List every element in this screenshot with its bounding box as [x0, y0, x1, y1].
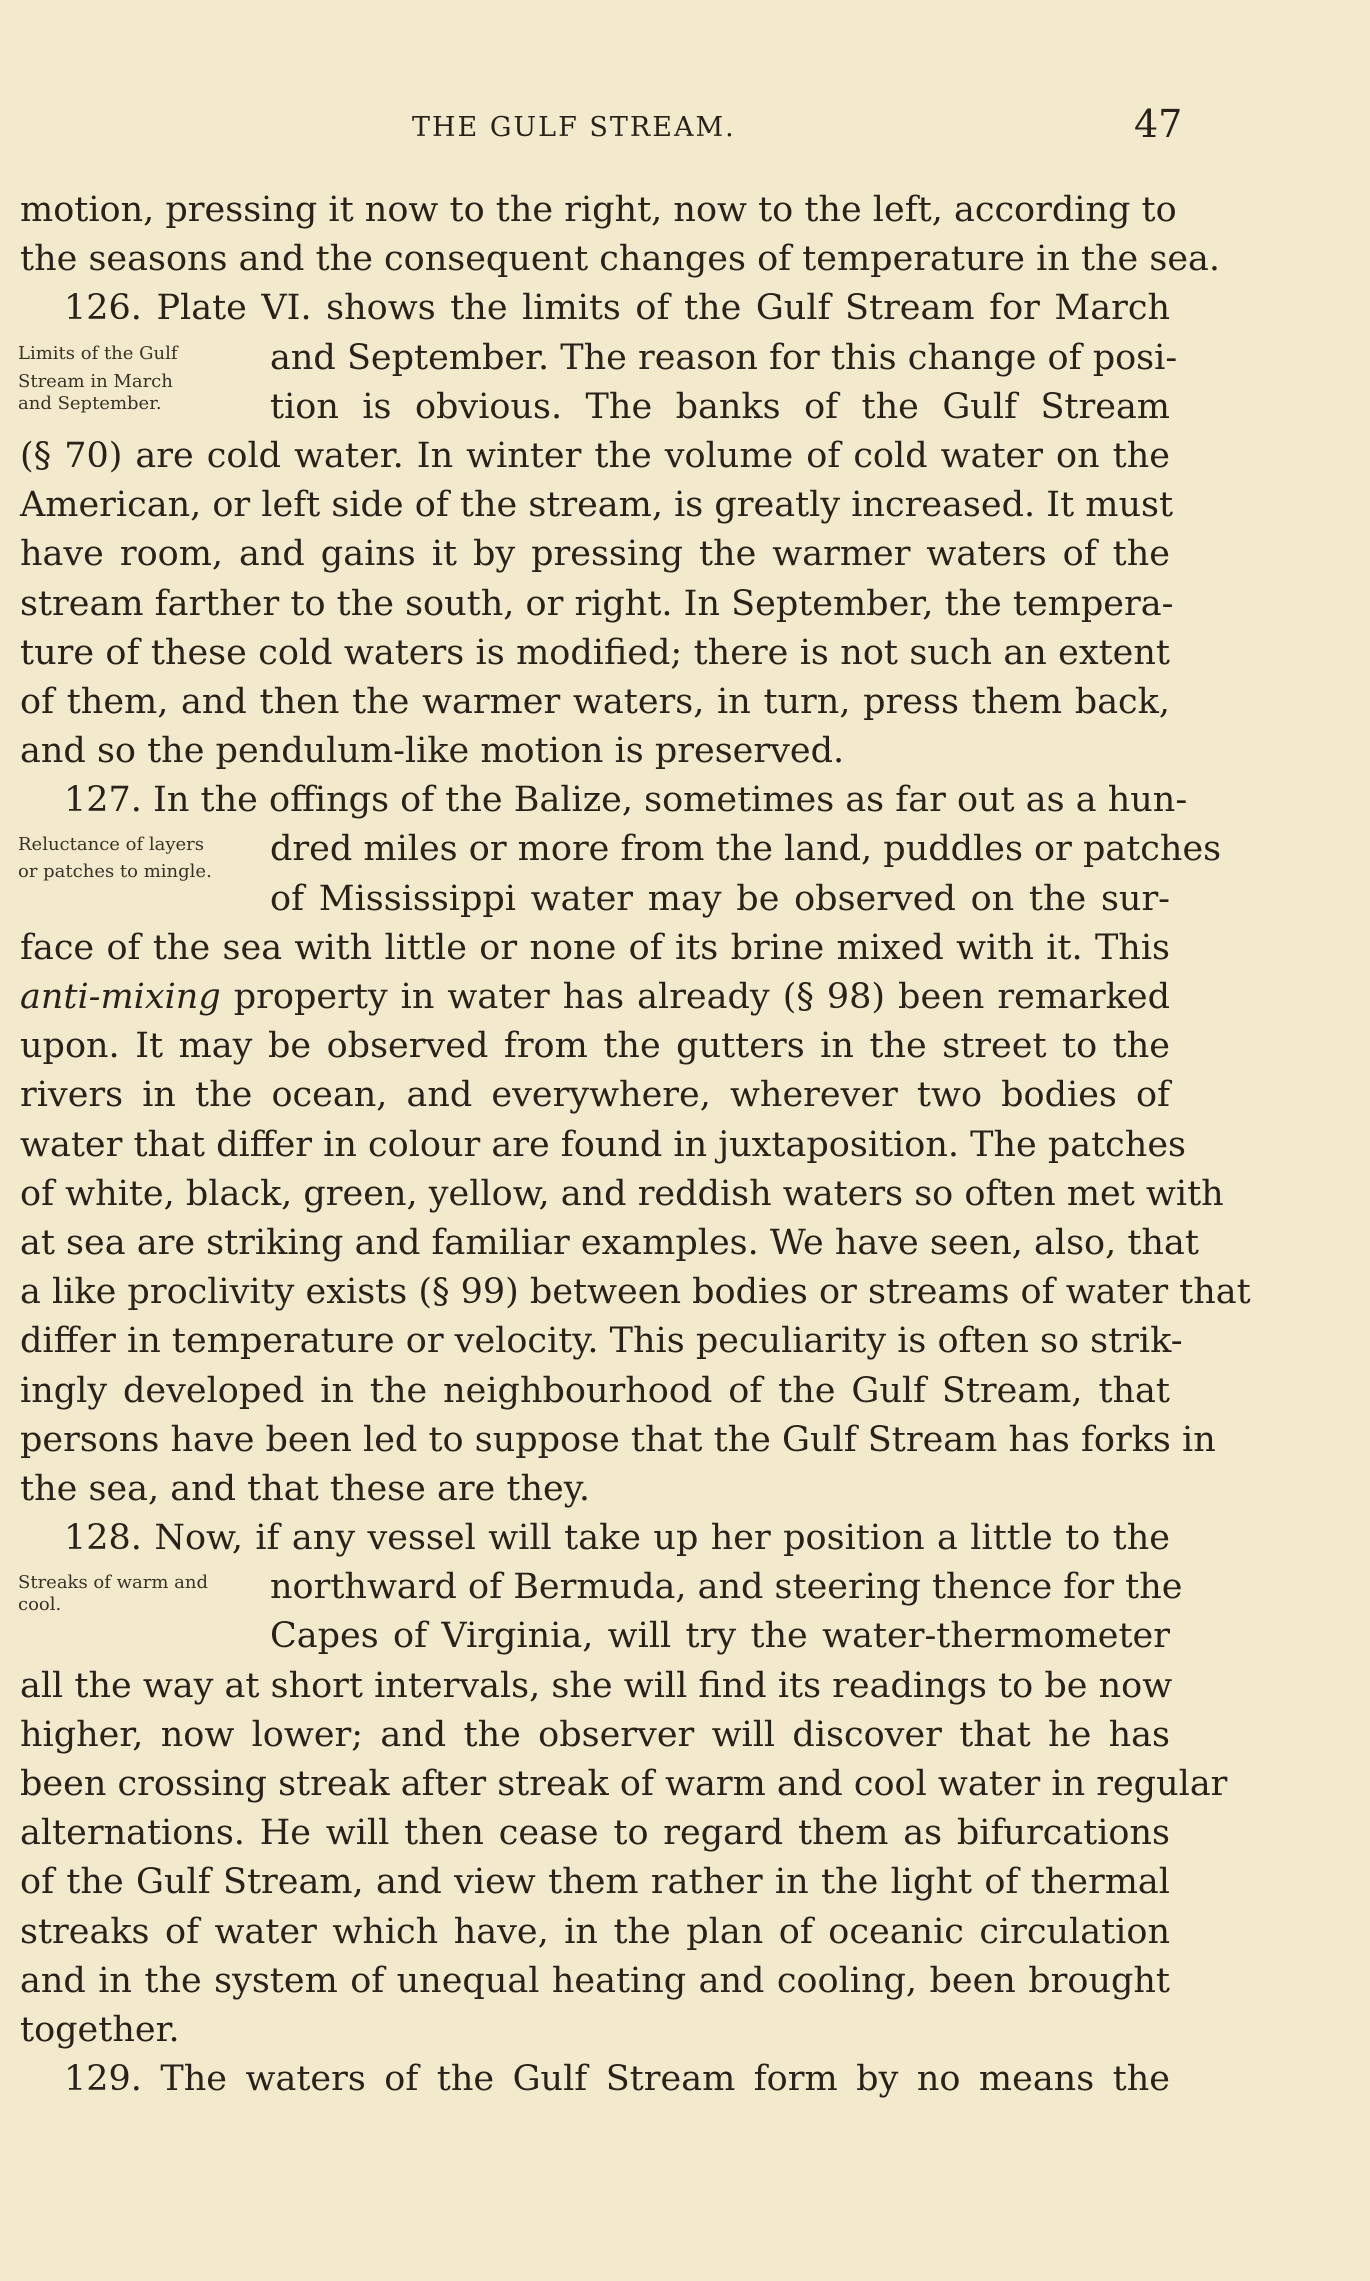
margin-note-line: or patches to mingle.: [18, 860, 212, 882]
paragraph-128-start: 128. Now, if any vessel will take up her position a little to the: [64, 1518, 1170, 1559]
text-line: northward of Bermuda, and steering thence for the: [270, 1567, 1183, 1608]
text-line: tion is obvious. The banks of the Gulf Stream: [270, 386, 1170, 427]
page-number: 47: [1134, 102, 1183, 146]
text-line: the seasons and the consequent changes of temperature in the sea.: [20, 239, 1221, 280]
text-line: (§ 70) are cold water. In winter the volume of cold water on the: [20, 435, 1170, 476]
text-line: higher, now lower; and the observer will discover that he has: [20, 1714, 1170, 1755]
text-span: property in water has already (§ 98) been remarked: [220, 977, 1170, 1017]
text-line-with-margin-note: [18, 860, 1170, 924]
text-line: streaks of water which have, in the plan of oceanic circulation: [20, 1911, 1170, 1952]
text-line: face of the sea with little or none of its brine mixed with it. This: [20, 927, 1170, 968]
margin-note-reluctance-cont: [18, 861, 258, 883]
body-text: [18, 186, 1251, 2104]
text-line: dred miles or more from the land, puddles or patches: [270, 829, 1222, 870]
margin-note-streaks: [18, 1572, 258, 1616]
text-line-with-margin-note: [18, 370, 1170, 432]
margin-note-line: Reluctance of layers: [18, 834, 205, 856]
text-line: persons have been led to suppose that the Gulf Stream has forks in: [20, 1419, 1216, 1460]
text-line: of Mississippi water may be observed on the sur-: [270, 878, 1170, 919]
paragraph-127-start: 127. In the offings of the Balize, sometimes as far out as a hun-: [64, 780, 1188, 821]
text-line: of the Gulf Stream, and view them rather in the light of thermal: [20, 1862, 1170, 1903]
text-line: of them, and then the warmer waters, in turn, press them back,: [20, 681, 1170, 722]
text-line: of white, black, green, yellow, and reddish waters so often met with: [20, 1173, 1224, 1214]
text-line: have room, and gains it by pressing the warmer waters of the: [20, 534, 1170, 575]
margin-note-reluctance: [18, 834, 258, 856]
text-line-with-margin-note: [18, 1563, 1183, 1616]
margin-note-line: and September.: [18, 392, 162, 414]
text-line: American, or left side of the stream, is greatly increased. It must: [20, 485, 1174, 526]
text-line: together.: [20, 2009, 180, 2050]
text-line: upon. It may be observed from the gutters in the street to the: [20, 1026, 1170, 1067]
text-line: water that differ in colour are found in juxtaposition. The patches: [20, 1124, 1186, 1165]
text-line: stream farther to the south, or right. In September, the tempera-: [20, 583, 1174, 624]
margin-note-line: Limits of the Gulf: [18, 342, 178, 364]
text-line: alternations. He will then cease to regard them as bifurcations: [20, 1813, 1170, 1854]
margin-note-limits: [18, 343, 258, 365]
text-line: and September. The reason for this change of posi-: [270, 337, 1178, 378]
margin-note-line: Streaks of warm and: [18, 1572, 209, 1594]
text-line: motion, pressing it now to the right, now to the left, according to: [20, 190, 1177, 230]
running-title: THE GULF STREAM.: [412, 112, 736, 143]
text-line: a like proclivity exists (§ 99) between bodies or streams of water that: [20, 1272, 1251, 1313]
text-line: [20, 1612, 1170, 1661]
page-header: [0, 100, 1370, 150]
text-line: ingly developed in the neighbourhood of the Gulf Stream, that: [20, 1370, 1170, 1411]
text-line: rivers in the ocean, and everywhere, wherever two bodies of: [20, 1075, 1170, 1116]
emphasis-anti-mixing: anti-mixing: [20, 977, 221, 1017]
paragraph-126-start: 126. Plate VI. shows the limits of the Gulf Stream for March: [64, 288, 1170, 329]
text-line: been crossing streak after streak of warm and cool water in regular: [20, 1764, 1228, 1804]
text-line: the sea, and that these are they.: [20, 1468, 590, 1509]
margin-note-line: cool.: [18, 1594, 62, 1616]
text-line: Capes of Virginia, will try the water-thermometer: [270, 1616, 1170, 1657]
margin-note-line: Stream in March: [18, 370, 173, 392]
text-line: ture of these cold waters is modified; there is not such an extent: [20, 632, 1170, 673]
text-line: [20, 973, 1170, 1022]
text-line: at sea are striking and familiar examples. We have seen, also, that: [20, 1222, 1199, 1263]
text-line: all the way at short intervals, she will find its readings to be now: [20, 1665, 1173, 1706]
text-line: and in the system of unequal heating and cooling, been brought: [20, 1960, 1170, 2001]
paragraph-129-start: 129. The waters of the Gulf Stream form by no means the: [64, 2059, 1170, 2100]
margin-note-limits-cont: [18, 371, 258, 415]
text-line: and so the pendulum-like motion is preserved.: [20, 731, 845, 772]
text-line: differ in temperature or velocity. This peculiarity is often so strik-: [20, 1321, 1183, 1362]
